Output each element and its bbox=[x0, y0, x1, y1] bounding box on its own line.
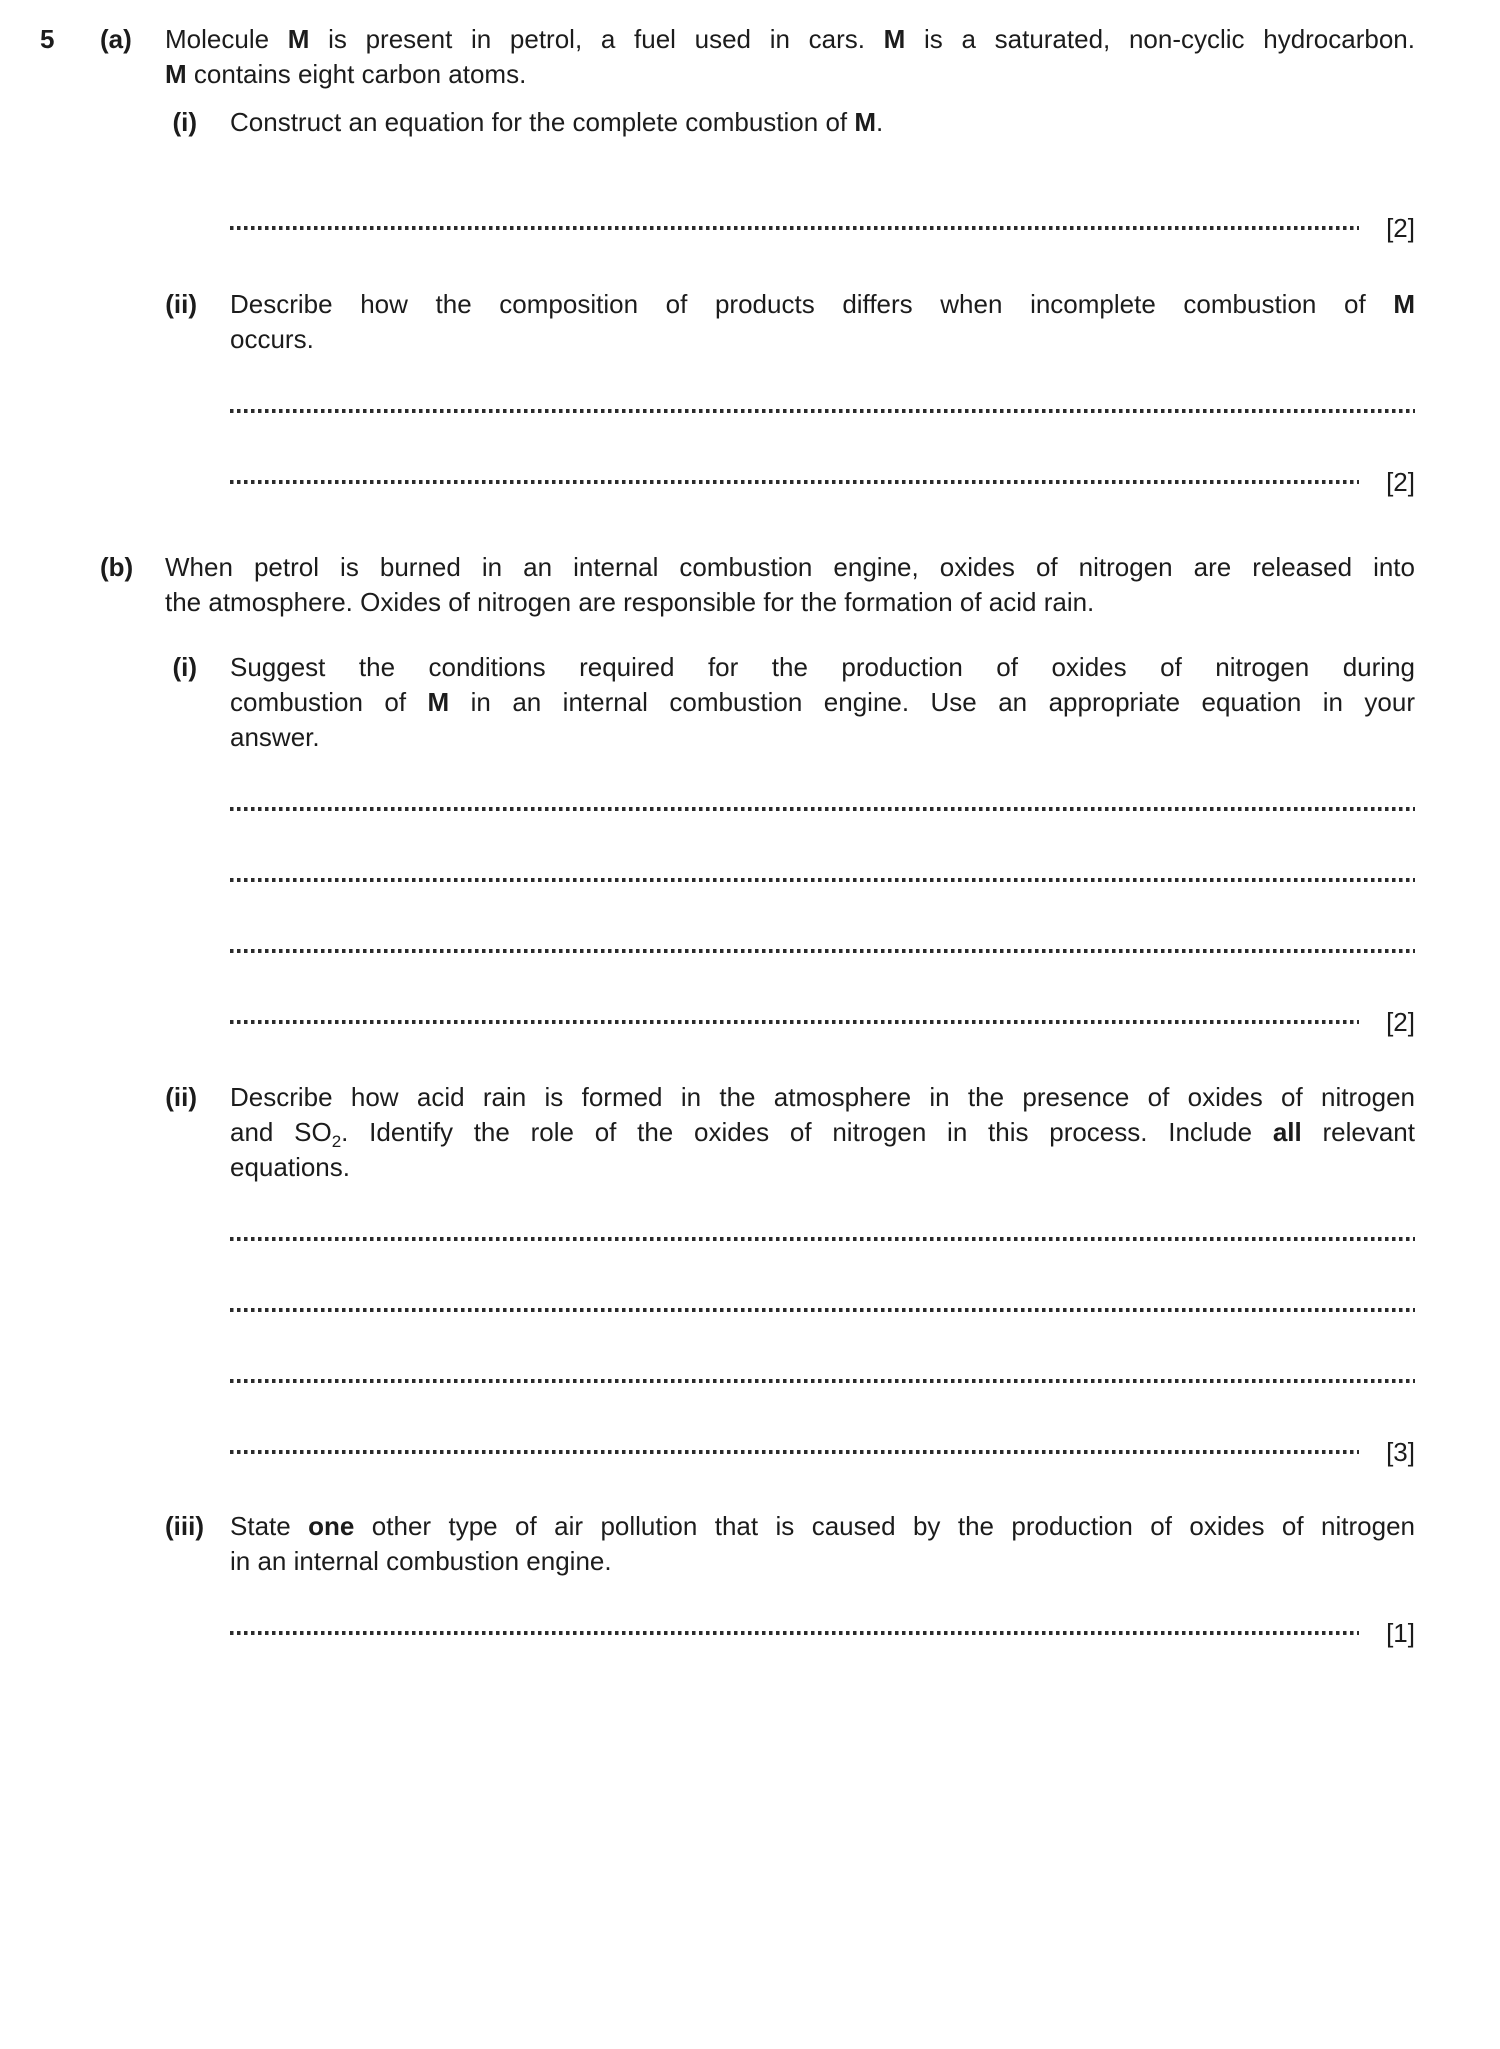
subpart-a-i bbox=[165, 105, 1415, 246]
answer-line bbox=[230, 1292, 1415, 1328]
answer-line bbox=[230, 862, 1415, 898]
subpart-b-i-prompt: Suggest the conditions required for the production of oxides of nitrogen during combustion of M in an internal combustion engine. Use an appropriate equation in your answer. bbox=[230, 652, 1415, 752]
subpart-b-iii bbox=[165, 1509, 1415, 1651]
part-b-label: (b) bbox=[100, 552, 134, 582]
dotted-line bbox=[230, 1020, 1359, 1024]
dotted-line bbox=[230, 949, 1415, 953]
part-a-label: (a) bbox=[100, 24, 132, 54]
dotted-line bbox=[230, 1308, 1415, 1312]
answer-area bbox=[230, 210, 1415, 246]
answer-line bbox=[230, 464, 1415, 500]
subpart-b-ii-prompt: Describe how acid rain is formed in the atmosphere in the presence of oxides of nitrogen and $SO_2$. Identify the role of the oxides of nitrogen in this process. Include all relevant equations. bbox=[230, 1082, 1415, 1182]
marks-label: [1] bbox=[1386, 1617, 1415, 1648]
marks-label: [2] bbox=[1386, 466, 1415, 497]
answer-area bbox=[230, 1221, 1415, 1470]
subpart-b-iii-label: (iii) bbox=[165, 1511, 204, 1541]
subpart-a-ii-prompt: Describe how the composition of products differs when incomplete combustion of M occurs. bbox=[230, 289, 1415, 354]
part-b-stem: When petrol is burned in an internal combustion engine, oxides of nitrogen are released into the atmosphere. Oxides of nitrogen are responsible for the formation of acid rain. bbox=[165, 552, 1415, 617]
dotted-line bbox=[230, 1379, 1415, 1383]
subpart-a-ii bbox=[165, 287, 1415, 500]
answer-line bbox=[230, 210, 1415, 246]
answer-line bbox=[230, 791, 1415, 827]
question-content bbox=[100, 22, 1415, 1651]
answer-line bbox=[230, 933, 1415, 969]
answer-line bbox=[230, 1615, 1415, 1651]
dotted-line bbox=[230, 480, 1359, 484]
marks-label: [2] bbox=[1386, 1006, 1415, 1037]
answer-area bbox=[230, 1615, 1415, 1651]
marks-label: [2] bbox=[1386, 212, 1415, 243]
answer-area bbox=[230, 393, 1415, 500]
dotted-line bbox=[230, 878, 1415, 882]
subpart-a-i-label: (i) bbox=[172, 107, 197, 137]
answer-line bbox=[230, 1363, 1415, 1399]
dotted-line bbox=[230, 1631, 1359, 1635]
marks-label: [3] bbox=[1386, 1436, 1415, 1467]
question-number: 5 bbox=[40, 24, 55, 54]
dotted-line bbox=[230, 1450, 1359, 1454]
answer-area bbox=[230, 791, 1415, 1040]
answer-line bbox=[230, 1221, 1415, 1257]
subpart-b-ii-label: (ii) bbox=[165, 1082, 197, 1112]
dotted-line bbox=[230, 409, 1415, 413]
answer-line bbox=[230, 393, 1415, 429]
subpart-b-iii-prompt: State one other type of air pollution that is caused by the production of oxides of nitrogen in an internal combustion engine. bbox=[230, 1511, 1415, 1576]
dotted-line bbox=[230, 1237, 1415, 1241]
part-b bbox=[100, 550, 1415, 1651]
dotted-line bbox=[230, 807, 1415, 811]
part-a bbox=[100, 22, 1415, 500]
subpart-b-i-label: (i) bbox=[172, 652, 197, 682]
answer-line bbox=[230, 1434, 1415, 1470]
subpart-b-i bbox=[165, 650, 1415, 1040]
dotted-line bbox=[230, 226, 1359, 230]
answer-line bbox=[230, 1004, 1415, 1040]
subpart-a-ii-label: (ii) bbox=[165, 289, 197, 319]
subpart-a-i-prompt: Construct an equation for the complete combustion of M. bbox=[230, 107, 884, 137]
question-5 bbox=[40, 22, 1415, 1651]
subpart-b-ii bbox=[165, 1080, 1415, 1470]
part-a-stem: Molecule M is present in petrol, a fuel used in cars. M is a saturated, non-cyclic hydrocarbon. M contains eight carbon atoms. bbox=[165, 24, 1415, 89]
